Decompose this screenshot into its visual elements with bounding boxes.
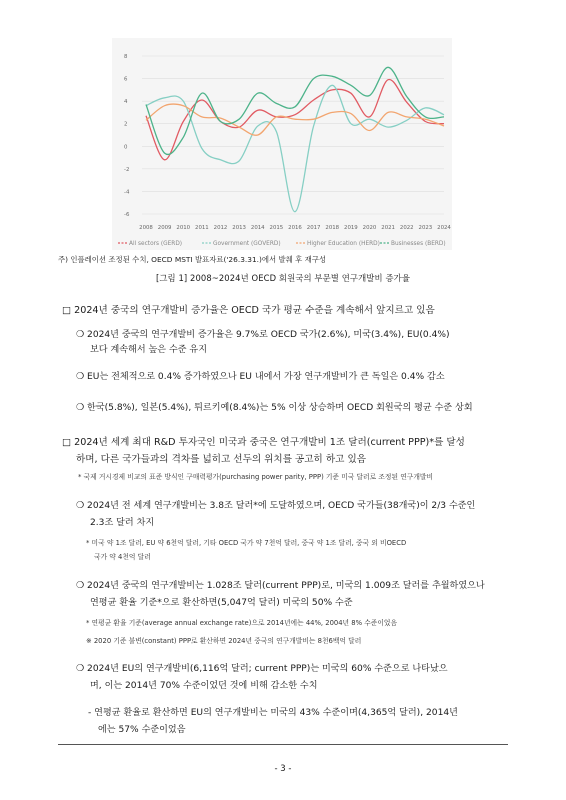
y-tick-label: -4 [124,189,130,196]
growth-rate-line-chart [112,38,452,250]
section2-bullet2-line1: ❍ 2024년 중국의 연구개발비는 1.028조 달러(current PPP)로, 미국의 1.009조 달러를 추월하였으나 [76,581,485,591]
x-tick-label: 2012 [213,225,228,231]
section2-bullet1-footnote-line1: * 미국 약 1조 달러, EU 약 6천억 달러, 기타 OECD 국가 약 7천억 달러, 중국 약 1조 달러, 중국 외 비OECD [86,539,407,547]
series-line-businesses [146,67,444,154]
section2-bullet3-sub-line2: 에는 57% 수준이었음 [98,725,186,735]
x-tick-label: 2018 [325,225,340,231]
y-tick-label: 4 [124,99,128,106]
x-tick-label: 2009 [157,225,172,231]
y-tick-label: -2 [124,166,130,173]
y-tick-label: 0 [124,144,128,151]
section2-bullet2-line2: 연평균 환율 기준*으로 환산하면(5,047억 달러) 미국의 50% 수준 [90,598,353,608]
y-tick-label: 8 [124,54,128,60]
section2-heading-line2: 하며, 다른 국가들과의 격차를 넓히고 선두의 위치를 공고히 하고 있음 [76,454,366,465]
y-tick-label: -6 [124,212,130,218]
section2-bullet1-line1: ❍ 2024년 전 세계 연구개발비는 3.8조 달러*에 도달하였으며, OECD 국가들(38개국)이 2/3 수준인 [76,501,476,511]
x-tick-label: 2024 [437,225,451,231]
x-tick-label: 2021 [381,225,395,231]
x-tick-label: 2008 [139,225,153,231]
x-tick-label: 2010 [176,225,191,231]
source-note: 주) 인플레이션 조정된 수치, OECD MSTI 발표자료('26.3.31.)에서 발췌 후 재구성 [58,255,327,264]
x-tick-label: 2013 [232,225,246,231]
section1-bullet1-line2: 보다 계속해서 높은 수준 유지 [90,345,207,355]
section2-bullet2-footnote2: ※ 2020 기준 불변(constant) PPP로 환산하면 2024년 중국의 연구개발비는 8천6백억 달러 [86,637,362,645]
y-tick-label: 2 [124,121,128,128]
section2-bullet3-line2: 며, 이는 2014년 70% 수준이었던 것에 비해 감소한 수치 [90,681,318,691]
x-tick-label: 2023 [418,225,433,231]
x-tick-label: 2019 [344,225,358,231]
x-tick-label: 2016 [288,225,302,231]
x-tick-label: 2020 [362,225,377,231]
section1-bullet3: ❍ 한국(5.8%), 일본(5.4%), 튀르키예(8.4%)는 5% 이상 상승하며 OECD 회원국의 평균 수준 상회 [76,403,473,413]
legend-entry: Government (GOVERD) [213,241,281,247]
section2-bullet1-line2: 2.3조 달러 차지 [90,518,155,528]
section2-bullet1-footnote-line2: 국가 약 4천억 달러 [94,553,151,561]
footer-divider [58,744,508,745]
section2-bullet2-footnote1: * 연평균 환율 기준(average annual exchange rate)으로 2014년에는 44%, 2004년 8% 수준이었음 [86,619,398,627]
section2-bullet3-sub-line1: - 연평균 환율로 환산하면 EU의 연구개발비는 미국의 43% 수준이며(4,365억 달러), 2014년 [88,708,458,718]
section2-bullet3-line1: ❍ 2024년 EU의 연구개발비(6,116억 달러; current PPP)는 미국의 60% 수준으로 나타났으 [76,664,448,674]
series-line-government [146,85,444,211]
legend-entry: Businesses (BERD) [391,241,446,247]
section1-heading: □ 2024년 중국의 연구개발비 증가율은 OECD 국가 평균 수준을 계속해서 앞지르고 있음 [62,305,435,316]
legend-entry: Higher Education (HERD) [307,241,380,247]
x-tick-label: 2014 [250,225,265,231]
section2-heading-footnote: * 국제 거시경제 비교의 표준 방식인 구매력평가(purchasing power parity, PPP) 기준 미국 달러로 조정된 연구개발비 [78,473,434,481]
chart-svg [112,38,452,250]
x-tick-label: 2011 [195,225,209,231]
page-number: - 3 - [274,764,292,774]
section1-bullet2: ❍ EU는 전체적으로 0.4% 증가하였으나 EU 내에서 가장 연구개발비가 큰 독일은 0.4% 감소 [76,372,445,382]
x-tick-label: 2022 [399,225,414,231]
y-tick-label: 6 [124,76,128,83]
figure-caption: [그림 1] 2008~2024년 OECD 회원국의 부문별 연구개발비 증가율 [155,273,411,283]
section1-bullet1-line1: ❍ 2024년 중국의 연구개발비 증가율은 9.7%로 OECD 국가(2.6%), 미국(3.4%), EU(0.4%) [76,330,450,340]
section2-heading-line1: □ 2024년 세계 최대 R&D 투자국인 미국과 중국은 연구개발비 1조 달러(current PPP)*를 달성 [62,437,465,448]
x-tick-label: 2015 [269,225,284,231]
x-tick-label: 2017 [306,225,321,231]
legend-entry: All sectors (GERD) [129,241,183,247]
